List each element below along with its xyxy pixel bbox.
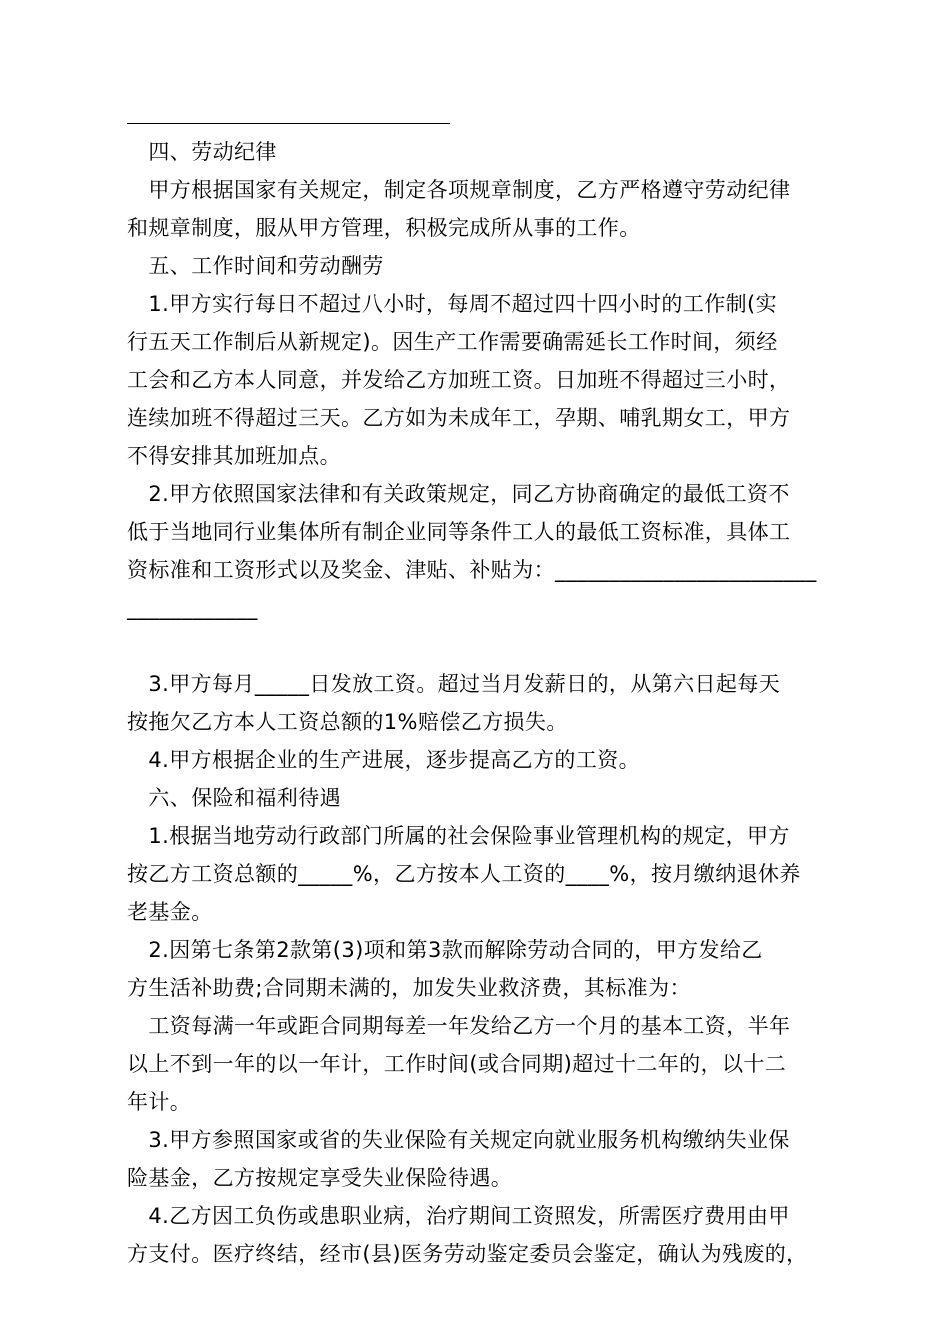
text-line: 连续加班不得超过三天。乙方如为未成年工，孕期、哺乳期女工，甲方 bbox=[127, 406, 791, 430]
text-line-with-blank: 按乙方工资总额的_____%，乙方按本人工资的____%，按月缴纳退休养 bbox=[127, 862, 801, 886]
text-line: 2.因第七条第2款第(3)项和第3款而解除劳动合同的，甲方发给乙 bbox=[127, 938, 763, 962]
heading-working-hours-pay: 五、工作时间和劳动酬劳 bbox=[127, 254, 384, 278]
text-line-with-blank: 3.甲方每月_____日发放工资。超过当月发薪日的，从第六日起每天 bbox=[127, 672, 781, 696]
text-line: 和规章制度，服从甲方管理，积极完成所从事的工作。 bbox=[127, 216, 641, 240]
heading-labor-discipline: 四、劳动纪律 bbox=[127, 140, 277, 164]
text-line: 1.根据当地劳动行政部门所属的社会保险事业管理机构的规定，甲方 bbox=[127, 824, 790, 848]
text-line: 方生活补助费;合同期未满的，加发失业救济费，其标准为： bbox=[127, 976, 691, 1000]
text-line: 1.甲方实行每日不超过八小时，每周不超过四十四小时的工作制(实 bbox=[127, 292, 778, 316]
text-line: 险基金，乙方按规定享受失业保险待遇。 bbox=[127, 1166, 513, 1190]
text-line: 低于当地同行业集体所有制企业同等条件工人的最低工资标准，具体工 bbox=[127, 520, 791, 544]
text-line: 以上不到一年的以一年计，工作时间(或合同期)超过十二年的，以十二 bbox=[127, 1052, 787, 1076]
contract-body bbox=[127, 133, 827, 1273]
text-line: 甲方根据国家有关规定，制定各项规章制度，乙方严格遵守劳动纪律 bbox=[127, 178, 791, 202]
text-line: 行五天工作制后从新规定)。因生产工作需要确需延长工作时间，须经 bbox=[127, 330, 778, 354]
paragraph-gap bbox=[127, 627, 827, 665]
text-line: 工资每满一年或距合同期每差一年发给乙方一个月的基本工资，半年 bbox=[127, 1014, 791, 1038]
text-line: 老基金。 bbox=[127, 900, 213, 924]
text-line: 4.甲方根据企业的生产进展，逐步提高乙方的工资。 bbox=[127, 748, 641, 772]
text-line-with-blank: 资标准和工资形式以及奖金、津贴、补贴为：________________________ bbox=[127, 558, 817, 582]
text-line: 4.乙方因工负伤或患职业病，治疗期间工资照发，所需医疗费用由甲 bbox=[127, 1204, 790, 1228]
text-line: 年计。 bbox=[127, 1090, 192, 1114]
blank-continuation: ____________ bbox=[127, 596, 258, 620]
text-line: 3.甲方参照国家或省的失业保险有关规定向就业服务机构缴纳失业保 bbox=[127, 1128, 790, 1152]
top-separator-line bbox=[127, 123, 450, 124]
text-line: 2.甲方依照国家法律和有关政策规定，同乙方协商确定的最低工资不 bbox=[127, 482, 790, 506]
text-line: 方支付。医疗终结，经市(县)医务劳动鉴定委员会鉴定，确认为残废的， bbox=[127, 1242, 808, 1266]
heading-insurance-welfare: 六、保险和福利待遇 bbox=[127, 786, 341, 810]
text-line: 不得安排其加班加点。 bbox=[127, 444, 341, 468]
text-line: 按拖欠乙方本人工资总额的1%赔偿乙方损失。 bbox=[127, 710, 568, 734]
text-line: 工会和乙方本人同意，并发给乙方加班工资。日加班不得超过三小时， bbox=[127, 368, 791, 392]
